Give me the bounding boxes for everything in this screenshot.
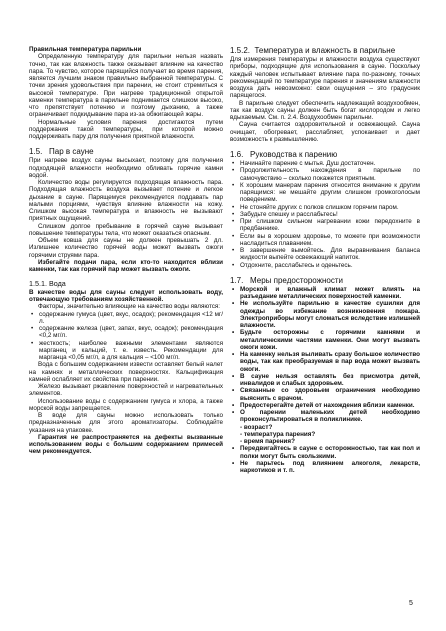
heading-temperature-humidity — [230, 46, 420, 55]
list-item: • При слишком сильном нагревании кожи передохните в предбаннике. — [230, 218, 420, 233]
list-item: • Передвигайтесь в сауне с осторожностью, так как пол и полки могут быть скользкими. — [230, 445, 420, 460]
paragraph: Определенную температуру для парильни нельзя назвать точно, так как влажность также оказывает влияние на качество пара. То чувство, которое парящийся получает во время парения, является лучшим знаком правильно выбранной температуры. С точки зрения удовольствия при парении, не стоит стремиться к высокой температуре. При нагреве традиционной открытой каменки температура в парильне поднимается слишком высоко, что препятствует потению и поэтому дыханию, а также ограничивает подкидывание пара из-за обжигающей жары. — [29, 53, 223, 119]
list-item: • Не парьтесь под влиянием алкоголя, лекарств, наркотиков и т. п. — [230, 460, 420, 475]
list-item: • Связанные со здоровьем ограничения необходимо выяснить с врачом. — [230, 387, 420, 402]
heading-title: Температура и влажность в парильне — [254, 46, 396, 55]
heading-number: 1.5.2. — [230, 46, 251, 55]
guidelines-list — [230, 160, 420, 269]
warning-paragraph: Избегайте подачи пара, если кто-то находится вблизи каменки, так как горячий пар может вызвать ожоги. — [29, 258, 223, 273]
list-item: • К хорошим манерам парения относится внимание к другим парящимся: не мешайте другим слишком громкоголосым поведением. — [230, 182, 420, 204]
list-item: • В завершение вымойтесь. Для выравнивания баланса жидкости выпейте освежающий напиток. — [230, 247, 420, 262]
paragraph: В парильне следует обеспечить надлежащий воздухообмен, так как воздух сауны должен быть богат кислородом и легко вдыхаемым. См. п. 2.4. Воздухообмен парильни. — [230, 99, 420, 121]
heading-guidelines — [230, 150, 420, 159]
heading-precautions — [230, 276, 420, 285]
water-requirement: В качестве воды для сауны следует использовать воду, отвечающую требованиям хозяйственной. — [29, 288, 223, 303]
section-title-temperature: Правильная температура парильни — [29, 46, 142, 53]
heading-number: 1.5. — [29, 147, 43, 157]
list-item: • В сауне нельзя оставлять без присмотра детей, инвалидов и слабых здоровьем. — [230, 373, 420, 388]
list-item: • Продолжительность нахождения в парильне по самочувствию – сколько покажется приятным. — [230, 167, 420, 182]
list-item: • Морской и влажный климат может влиять на разъедание металлических поверхностей каменки. — [230, 286, 420, 301]
precautions-list-continued — [230, 445, 420, 474]
heading-water: 1.5.1. Вода — [29, 279, 66, 289]
paragraph: Использование воды с содержанием гумуса и хлора, а также морской воды запрещается. — [29, 397, 223, 412]
heading-title: Меры предосторожности — [250, 275, 343, 285]
heading-number: 1.7. — [230, 275, 244, 285]
page-number: 5 — [409, 600, 413, 607]
list-item: • Если вы в хорошем здоровье, то можете при возможности насладиться плаванием. — [230, 233, 420, 248]
paragraph: Объем ковша для сауны не должен превышать 2 дл. Излишнее количество горячей воды может вызвать ожоги горячими струями пара. — [29, 237, 223, 259]
heading-title: Пар в сауне — [49, 147, 94, 157]
paragraph: Сауна считается оздоровительной и освежающей. Сауна очищает, обогревает, расслабляет, успокаивает и дает возможность к размышлению. — [230, 121, 420, 143]
paragraph: Факторы, значительно влияющие на качество воды являются: — [38, 303, 221, 311]
list-item: • Не стоняйте других с полков слишком горячим паром. — [230, 204, 420, 211]
list-item: • содержание гумуса (цвет, вкус, осадок); рекомендация <12 мг/л. — [29, 311, 223, 326]
list-item: • Забудьте спешку и расслабьтесь! — [230, 211, 420, 218]
heading-title: Руководства к парению — [250, 150, 338, 159]
children-sublist — [230, 424, 420, 446]
list-item: • Отдохните, расслабьтесь и оденьтесь. — [230, 262, 420, 269]
heading-number: 1.6. — [230, 150, 244, 159]
list-item: • Будьте осторожны с горячими камнями и металлическими частями каменки. Они могут вызвать ожоги кожи. — [230, 329, 420, 351]
paragraph: Для измерения температуры и влажности воздуха существуют приборы, подходящие для использования в сауне. Поскольку каждый человек испытывает влияние пара по-разному, точных рекомендаций по температуре парения и значениям влажности воздуха дать невозможно: свои ощущения – это градусник парящегося. — [230, 56, 420, 100]
paragraph: Железо вызывает ржавление поверхностей и нагревательных элементов. — [29, 383, 223, 398]
sublist-item: - время парения? — [240, 438, 295, 445]
list-item: • жесткость; наиболее важными элементами являются марганец и кальций, т. е. известь. Рекомендации для марганца <0,05 мг/л, а для кальция – <100 мг/л. — [29, 340, 223, 362]
paragraph: В воде для сауны можно использовать только предназначенные для этого ароматизаторы. Соблюдайте указания на упаковке. — [29, 412, 223, 434]
sublist-item: - температура парения? — [240, 430, 316, 438]
paragraph: Нормальные условия парения достигаются путем поддержания такой температуры, при которой можно поддерживать пару для получения приятной влажности. — [29, 118, 223, 140]
paragraph: Количество воды регулируется подходящая влажность пара. Подходящая влажность воздуха вызывает потение и легкое дыхание в сауне. Парящемуся рекомендуется поддавать пар малыми порциями, чувствуя влияние влажности на кожу. Слишком высокая температура и влажность не вызывают приятных ощущений. — [29, 179, 223, 223]
precautions-list — [230, 286, 420, 424]
list-item: • Начинайте парение с мытья. Душ достаточен. — [230, 160, 420, 167]
sublist-item: - возраст? — [240, 423, 273, 431]
paragraph: Вода с большим содержанием извести оставляет белый налет на камнях и металлических поверхностях. Кальцификация камней ослабляет их свойства при парении. — [29, 361, 223, 383]
left-column — [29, 46, 223, 456]
list-item: • содержание железа (цвет, запах, вкус, осадок); рекомендация <0,2 мг/л. — [29, 325, 223, 340]
water-factors-list — [29, 311, 223, 362]
list-item: • Не используйте парильню в качестве сушилки для одежды во избежание возникновения пожара. Электроприборы могут сломаться вследствие излишней влажности. — [230, 300, 420, 329]
list-item: • О парении маленьких детей необходимо проконсультироваться в поликлинике. — [230, 409, 420, 424]
paragraph: Слишком долгое пребывание в горячей сауне вызывает повышение температуры тела, что может оказаться опасным. — [29, 222, 223, 237]
list-item: • Предостерегайте детей от нахождения вблизи каменки. — [230, 402, 420, 409]
right-column — [230, 46, 420, 474]
warranty-note: Гарантия не распространяется на дефекты вызванные использованием воды с большим содержанием примесей чем рекомендуется. — [29, 433, 223, 456]
heading-steam — [29, 147, 223, 156]
paragraph: При нагреве воздух сауны высыхает, поэтому для получения подходящей влажности необходимо обливать горячие камни водой. — [29, 157, 223, 179]
list-item: • На каменку нельзя выливать сразу большое количество воды, так как преобразуемая в пар вода может вызвать ожоги. — [230, 351, 420, 373]
